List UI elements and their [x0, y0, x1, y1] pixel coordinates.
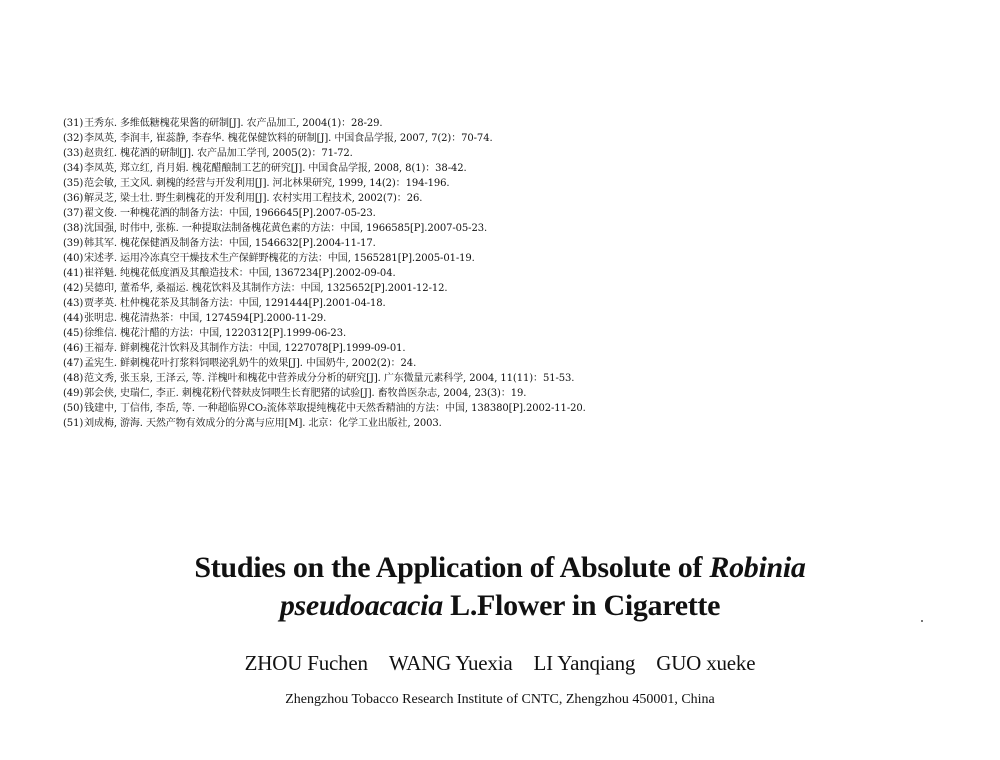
- reference-item: [63, 311, 943, 326]
- title-text-part1: Studies on the Application of Absolute of: [194, 551, 710, 584]
- scan-speck: [921, 620, 923, 622]
- paper-title-block: [0, 549, 1000, 625]
- reference-number: (32): [63, 133, 84, 144]
- reference-item: [63, 386, 943, 401]
- reference-item: [63, 341, 943, 356]
- reference-item: [63, 356, 943, 371]
- reference-text: 徐维信. 槐花汁醋的方法：中国, 1220312[P].1999-06-23.: [84, 328, 347, 339]
- reference-text: 吴德印, 董希华, 桑福运. 槐花饮料及其制作方法：中国, 1325652[P].2001-12-12.: [84, 283, 448, 294]
- reference-item: [63, 296, 943, 311]
- reference-text: 郭会侠, 史瑞仁, 李正. 刺槐花粉代替麸皮饲喂生长育肥猪的试验[J]. 畜牧兽医杂志, 2004, 23(3)：19.: [84, 388, 527, 399]
- reference-text: 宋述孝. 运用冷冻真空干燥技术生产保鲜野槐花的方法：中国, 1565281[P].2005-01-19.: [84, 253, 475, 264]
- reference-number: (31): [63, 118, 84, 129]
- reference-text: 李凤英, 李润丰, 崔蕊静, 李春华. 槐花保健饮料的研制[J]. 中国食品学报, 2007, 7(2)：70-74.: [84, 133, 493, 144]
- reference-item: [63, 416, 943, 431]
- reference-text: 解灵芝, 梁士壮. 野生刺槐花的开发利用[J]. 农村实用工程技术, 2002(7)：26.: [84, 193, 423, 204]
- reference-number: (36): [63, 193, 84, 204]
- reference-item: [63, 116, 943, 131]
- reference-number: (42): [63, 283, 84, 294]
- reference-text: 崔祥魁. 纯槐花低度酒及其酿造技术：中国, 1367234[P].2002-09-04.: [84, 268, 396, 279]
- reference-item: [63, 206, 943, 221]
- reference-text: 张明忠. 槐花清热茶：中国, 1274594[P].2000-11-29.: [84, 313, 327, 324]
- reference-text: 赵贵红. 槐花酒的研制[J]. 农产品加工学刊, 2005(2)：71-72.: [84, 148, 353, 159]
- reference-text: 范文秀, 张玉泉, 王泽云, 等. 洋槐叶和槐花中营养成分分析的研究[J]. 广东微量元素科学, 2004, 11(11)：51-53.: [84, 373, 575, 384]
- reference-item: [63, 236, 943, 251]
- reference-number: (43): [63, 298, 84, 309]
- reference-item: [63, 221, 943, 236]
- reference-text: 沈国强, 时伟中, 张栋. 一种提取法制备槐花黄色素的方法：中国, 1966585[P].2007-05-23.: [84, 223, 488, 234]
- reference-number: (37): [63, 208, 84, 219]
- reference-text: 李凤英, 郑立红, 肖月娟. 槐花醋酿制工艺的研究[J]. 中国食品学报, 2008, 8(1)：38-42.: [84, 163, 467, 174]
- author-list: [0, 651, 1000, 676]
- reference-item: [63, 191, 943, 206]
- reference-text: 钱建中, 丁信伟, 李岳, 等. 一种超临界CO₂流体萃取提纯槐花中天然香精油的方法：中国, 138380[P].2002-11-20.: [84, 403, 586, 414]
- reference-item: [63, 176, 943, 191]
- reference-item: [63, 371, 943, 386]
- reference-number: (38): [63, 223, 84, 234]
- reference-number: (44): [63, 313, 84, 324]
- title-italic-genus: Robinia: [709, 551, 806, 584]
- reference-number: (47): [63, 358, 84, 369]
- reference-item: [63, 146, 943, 161]
- title-italic-species: pseudoacacia: [279, 589, 443, 622]
- reference-item: [63, 131, 943, 146]
- reference-text: 贾孝英. 杜仲槐花茶及其制备方法：中国, 1291444[P].2001-04-18.: [84, 298, 386, 309]
- reference-item: [63, 326, 943, 341]
- reference-item: [63, 401, 943, 416]
- author-name: ZHOU Fuchen: [244, 651, 368, 675]
- reference-text: 刘成梅, 游海. 天然产物有效成分的分离与应用[M]. 北京：化学工业出版社, 2003.: [84, 418, 442, 429]
- author-name: LI Yanqiang: [533, 651, 636, 675]
- reference-text: 孟宪生. 鲜刺槐花叶打浆料饲喂泌乳奶牛的效果[J]. 中国奶牛, 2002(2)：24.: [84, 358, 417, 369]
- reference-item: [63, 251, 943, 266]
- reference-number: (35): [63, 178, 84, 189]
- author-name: GUO xueke: [656, 651, 756, 675]
- paper-title: [0, 549, 1000, 625]
- reference-item: [63, 161, 943, 176]
- reference-number: (51): [63, 418, 84, 429]
- reference-number: (49): [63, 388, 84, 399]
- reference-text: 翟文俊. 一种槐花酒的制备方法：中国, 1966645[P].2007-05-23.: [84, 208, 376, 219]
- reference-item: [63, 266, 943, 281]
- reference-number: (34): [63, 163, 84, 174]
- reference-number: (41): [63, 268, 84, 279]
- reference-number: (40): [63, 253, 84, 264]
- reference-item: [63, 281, 943, 296]
- title-text-part2: L.Flower in Cigarette: [442, 589, 721, 622]
- reference-number: (50): [63, 403, 84, 414]
- reference-number: (45): [63, 328, 84, 339]
- reference-list: [63, 116, 943, 431]
- reference-text: 王秀东. 多维低糖槐花果酱的研制[J]. 农产品加工, 2004(1)：28-29.: [84, 118, 383, 129]
- reference-text: 范会敏, 王文风. 刺槐的经营与开发利用[J]. 河北林果研究, 1999, 14(2)：194-196.: [84, 178, 450, 189]
- reference-number: (39): [63, 238, 84, 249]
- reference-number: (46): [63, 343, 84, 354]
- reference-text: 韩其军. 槐花保健酒及制备方法：中国, 1546632[P].2004-11-17.: [84, 238, 376, 249]
- author-name: WANG Yuexia: [388, 651, 513, 675]
- reference-number: (33): [63, 148, 84, 159]
- reference-number: (48): [63, 373, 84, 384]
- reference-text: 王福寿. 鲜刺槐花汁饮料及其制作方法：中国, 1227078[P].1999-09-01.: [84, 343, 406, 354]
- affiliation: Zhengzhou Tobacco Research Institute of CNTC, Zhengzhou 450001, China: [285, 692, 715, 707]
